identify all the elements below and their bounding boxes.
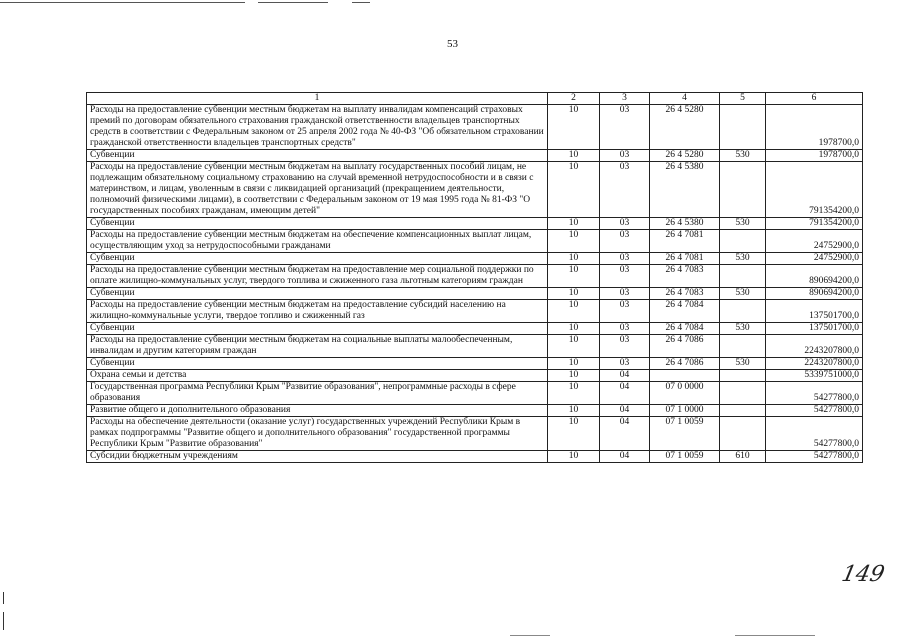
table-cell-rz: 10 [548, 358, 600, 370]
table-row [87, 300, 863, 323]
table-cell-sum: 54277800,0 [766, 451, 863, 463]
table-header-row [87, 93, 863, 105]
header-cell: 4 [650, 93, 720, 105]
table-cell-sum: 54277800,0 [766, 417, 863, 451]
table-cell-sum: 5339751000,0 [766, 370, 863, 382]
table-cell-vr [720, 335, 766, 358]
table-cell-name: Субвенции [87, 288, 548, 300]
table-cell-vr: 530 [720, 323, 766, 335]
handwritten-page-number: 149 [839, 562, 887, 587]
table-cell-csr: 26 4 7086 [650, 358, 720, 370]
table-cell-csr: 26 4 7083 [650, 288, 720, 300]
table-cell-vr [720, 265, 766, 288]
table-row [87, 335, 863, 358]
table-row [87, 230, 863, 253]
table-cell-rz: 10 [548, 323, 600, 335]
table-cell-csr: 07 1 0059 [650, 417, 720, 451]
table-cell-vr [720, 382, 766, 405]
table-row [87, 417, 863, 451]
table-cell-csr: 07 1 0059 [650, 451, 720, 463]
table-cell-csr: 26 4 5280 [650, 150, 720, 162]
table-cell-sum: 137501700,0 [766, 300, 863, 323]
table-cell-name: Расходы на предоставление субвенции местным бюджетам на предоставление субсидий населению на жилищно-коммунальные услуги, твердое топливо и сжиженный газ [87, 300, 548, 323]
table-cell-vr: 530 [720, 218, 766, 230]
table-cell-pr: 03 [600, 323, 650, 335]
table-cell-vr [720, 405, 766, 417]
table-cell-rz: 10 [548, 370, 600, 382]
header-cell: 3 [600, 93, 650, 105]
table-cell-name: Субвенции [87, 218, 548, 230]
table-cell-name: Государственная программа Республики Крым "Развитие образования", непрограммные расходы в сфере образования [87, 382, 548, 405]
table-cell-vr [720, 162, 766, 218]
table-cell-csr: 26 4 7083 [650, 265, 720, 288]
table-cell-rz: 10 [548, 417, 600, 451]
table-cell-vr: 610 [720, 451, 766, 463]
table-cell-csr [650, 370, 720, 382]
table-row [87, 288, 863, 300]
table-cell-pr: 03 [600, 230, 650, 253]
table-cell-pr: 04 [600, 417, 650, 451]
table-cell-vr: 530 [720, 150, 766, 162]
table-cell-pr: 03 [600, 150, 650, 162]
table-row [87, 265, 863, 288]
table-cell-pr: 04 [600, 405, 650, 417]
table-row [87, 218, 863, 230]
bottom-scan-line [510, 635, 550, 636]
table-row [87, 105, 863, 150]
table-cell-name: Субвенции [87, 358, 548, 370]
table-cell-name: Расходы на обеспечение деятельности (оказание услуг) государственных учреждений Республики Крым в рамках подпрограммы "Развитие общего и дополнительного образования" государственной программы Республики Крым "Развитие образования" [87, 417, 548, 451]
table-cell-rz: 10 [548, 288, 600, 300]
table-row [87, 370, 863, 382]
table-cell-rz: 10 [548, 451, 600, 463]
table-cell-pr: 03 [600, 162, 650, 218]
table-cell-sum: 890694200,0 [766, 265, 863, 288]
table-cell-pr: 03 [600, 335, 650, 358]
table-cell-pr: 04 [600, 382, 650, 405]
header-cell: 2 [548, 93, 600, 105]
table-cell-csr: 07 1 0000 [650, 405, 720, 417]
table-cell-csr: 26 4 7084 [650, 300, 720, 323]
table-cell-sum: 890694200,0 [766, 288, 863, 300]
table-cell-vr: 530 [720, 253, 766, 265]
table-row [87, 405, 863, 417]
table-row [87, 253, 863, 265]
table-cell-sum: 791354200,0 [766, 162, 863, 218]
table-cell-rz: 10 [548, 405, 600, 417]
table-cell-rz: 10 [548, 230, 600, 253]
margin-mark [3, 612, 4, 630]
table-cell-sum: 1978700,0 [766, 150, 863, 162]
top-scan-line [0, 2, 245, 3]
table-cell-sum: 2243207800,0 [766, 335, 863, 358]
table-row [87, 382, 863, 405]
table-cell-vr [720, 370, 766, 382]
table-cell-vr: 530 [720, 288, 766, 300]
table-cell-rz: 10 [548, 265, 600, 288]
table-row [87, 162, 863, 218]
table-cell-name: Развитие общего и дополнительного образования [87, 405, 548, 417]
top-scan-line [258, 2, 328, 3]
table-cell-sum: 54277800,0 [766, 382, 863, 405]
table-cell-rz: 10 [548, 105, 600, 150]
table-cell-pr: 03 [600, 300, 650, 323]
table-cell-name: Расходы на предоставление субвенции местным бюджетам на выплату инвалидам компенсаций страховых премий по договорам обязательного страхования гражданской ответственности владельцев транспортных средств в соответствии с Федеральным законом от 25 апреля 2002 года № 40-ФЗ "Об обязательном страховании гражданской ответственности владельцев транспортных средств" [87, 105, 548, 150]
table-cell-name: Расходы на предоставление субвенции местным бюджетам на выплату государственных пособий лицам, не подлежащим обязательному социальному страхованию на случай временной нетрудоспособности и в связи с материнством, и лицам, уволенным в связи с ликвидацией организаций (прекращением деятельности, полномочий физическими лицами), в соответствии с Федеральным законом от 19 мая 1995 года № 81-ФЗ "О государственных пособиях гражданам, имеющим детей" [87, 162, 548, 218]
table-cell-name: Охрана семьи и детства [87, 370, 548, 382]
table-cell-pr: 04 [600, 451, 650, 463]
header-cell: 6 [766, 93, 863, 105]
table-cell-pr: 03 [600, 218, 650, 230]
table-cell-csr: 26 4 7081 [650, 230, 720, 253]
table-cell-csr: 26 4 5380 [650, 162, 720, 218]
table-cell-rz: 10 [548, 253, 600, 265]
table-cell-vr [720, 417, 766, 451]
table-cell-sum: 2243207800,0 [766, 358, 863, 370]
table-cell-pr: 03 [600, 265, 650, 288]
top-scan-line [352, 2, 370, 3]
table-cell-vr [720, 300, 766, 323]
table-cell-sum: 137501700,0 [766, 323, 863, 335]
table-cell-rz: 10 [548, 218, 600, 230]
table-cell-name: Субсидии бюджетным учреждениям [87, 451, 548, 463]
table-cell-pr: 03 [600, 288, 650, 300]
margin-mark [3, 592, 4, 604]
table-cell-rz: 10 [548, 335, 600, 358]
table-cell-pr: 03 [600, 105, 650, 150]
table-cell-csr: 26 4 7086 [650, 335, 720, 358]
table-cell-name: Расходы на предоставление субвенции местным бюджетам на предоставление мер социальной поддержки по оплате жилищно-коммунальных услуг, твердого топлива и сжиженного газа льготным категориям граждан [87, 265, 548, 288]
table-cell-csr: 26 4 7084 [650, 323, 720, 335]
table-cell-vr [720, 230, 766, 253]
table-row [87, 451, 863, 463]
table-cell-rz: 10 [548, 162, 600, 218]
table-cell-pr: 04 [600, 370, 650, 382]
page-number: 53 [447, 38, 458, 50]
budget-table [86, 92, 863, 463]
table-cell-pr: 03 [600, 358, 650, 370]
table-row [87, 358, 863, 370]
table-cell-vr: 530 [720, 358, 766, 370]
table-cell-csr: 26 4 5280 [650, 105, 720, 150]
table-cell-name: Расходы на предоставление субвенции местным бюджетам на обеспечение компенсационных выплат лицам, осуществляющим уход за нетрудоспособными гражданами [87, 230, 548, 253]
table-row [87, 150, 863, 162]
table-cell-sum: 791354200,0 [766, 218, 863, 230]
table-cell-sum: 54277800,0 [766, 405, 863, 417]
table-cell-name: Субвенции [87, 323, 548, 335]
table-cell-sum: 24752900,0 [766, 253, 863, 265]
table-cell-rz: 10 [548, 300, 600, 323]
header-cell: 1 [87, 93, 548, 105]
table-cell-sum: 24752900,0 [766, 230, 863, 253]
header-cell: 5 [720, 93, 766, 105]
table-cell-csr: 26 4 7081 [650, 253, 720, 265]
table-row [87, 323, 863, 335]
table-cell-csr: 26 4 5380 [650, 218, 720, 230]
table-cell-pr: 03 [600, 253, 650, 265]
table-cell-name: Субвенции [87, 150, 548, 162]
table-cell-vr [720, 105, 766, 150]
table-cell-name: Субвенции [87, 253, 548, 265]
table-cell-rz: 10 [548, 382, 600, 405]
table-cell-rz: 10 [548, 150, 600, 162]
bottom-scan-line [735, 635, 815, 636]
table-cell-sum: 1978700,0 [766, 105, 863, 150]
table-cell-csr: 07 0 0000 [650, 382, 720, 405]
table-cell-name: Расходы на предоставление субвенции местным бюджетам на социальные выплаты малообеспеченным, инвалидам и другим категориям граждан [87, 335, 548, 358]
